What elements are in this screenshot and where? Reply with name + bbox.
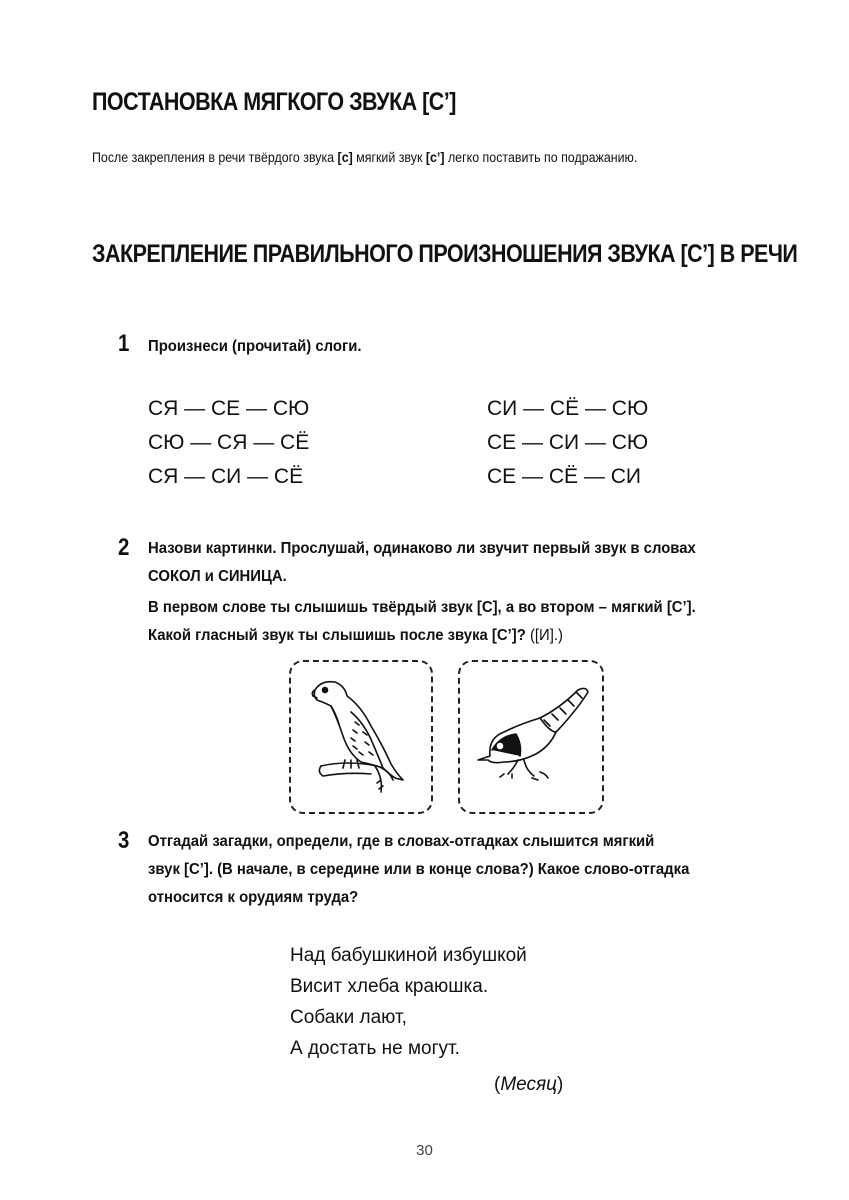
task-1-number: 1 xyxy=(118,330,130,357)
task-3-line-1: Отгадай загадки, определи, где в словах-отгадках слышится мягкий xyxy=(148,833,655,850)
intro-hard-sound: [с] xyxy=(337,150,353,165)
intro-text-2: мягкий звук xyxy=(352,150,426,165)
task-2-answer-hint: ([И].) xyxy=(525,627,563,644)
intro-paragraph xyxy=(92,150,637,165)
riddle-line: Над бабушкиной избушкой xyxy=(290,945,527,966)
syllable-row: СИ — СЁ — СЮ xyxy=(487,397,649,420)
intro-soft-sound: [с’] xyxy=(425,150,445,165)
riddle-answer xyxy=(494,1074,563,1096)
riddle-line: А достать не могут. xyxy=(290,1038,460,1059)
intro-text-1: После закрепления в речи твёрдого звука xyxy=(92,150,338,165)
task-2-number: 2 xyxy=(118,534,130,561)
riddle-line: Собаки лают, xyxy=(290,1007,407,1028)
riddle-poem xyxy=(290,940,527,1064)
task-2-question xyxy=(148,594,696,650)
page-number: 30 xyxy=(416,1142,433,1159)
section-title-soft-sound: ПОСТАНОВКА МЯГКОГО ЗВУКА [С’] xyxy=(92,88,456,116)
intro-text-3: легко поставить по подражанию. xyxy=(444,150,638,165)
task-3-number: 3 xyxy=(118,827,130,854)
syllables-right-column xyxy=(487,392,648,494)
task-3-line-3: относится к орудиям труда? xyxy=(148,889,359,906)
syllable-row: СЕ — СИ — СЮ xyxy=(487,431,649,454)
syllable-row: СЮ — СЯ — СЁ xyxy=(148,431,310,454)
task-2-line-2: СОКОЛ и СИНИЦА. xyxy=(148,568,287,585)
answer-paren-open: ( xyxy=(494,1074,501,1095)
syllable-row: СЯ — СИ — СЁ xyxy=(148,465,304,488)
task-2-question-text: Какой гласный звук ты слышишь после звука [С’]? xyxy=(148,627,526,644)
syllable-row: СЯ — СЕ — СЮ xyxy=(148,397,310,420)
task-2-line-1: Назови картинки. Прослушай, одинаково ли звучит первый звук в словах xyxy=(148,540,696,557)
task-3-line-2: звук [С’]. (В начале, в середине или в конце слова?) Какое слово-отгадка xyxy=(148,861,690,878)
falcon-icon xyxy=(291,662,431,812)
syllable-row: СЕ — СЁ — СИ xyxy=(487,465,641,488)
task-1-text: Произнеси (прочитай) слоги. xyxy=(148,338,362,355)
falcon-picture-frame xyxy=(289,660,433,814)
answer-word: Месяц xyxy=(500,1074,558,1095)
task-2-line-3: В первом слове ты слышишь твёрдый звук [С], а во втором – мягкий [С’]. xyxy=(148,599,696,616)
syllables-left-column xyxy=(148,392,309,494)
tit-bird-icon xyxy=(460,662,602,812)
task-2-text xyxy=(148,535,696,591)
task-2-line-4 xyxy=(148,622,696,650)
section-title-reinforcement: ЗАКРЕПЛЕНИЕ ПРАВИЛЬНОГО ПРОИЗНОШЕНИЯ ЗВУКА [С’] В РЕЧИ xyxy=(92,240,798,268)
task-3-text xyxy=(148,828,689,912)
tit-picture-frame xyxy=(458,660,604,814)
riddle-line: Висит хлеба краюшка. xyxy=(290,976,489,997)
answer-paren-close: ) xyxy=(557,1074,564,1095)
